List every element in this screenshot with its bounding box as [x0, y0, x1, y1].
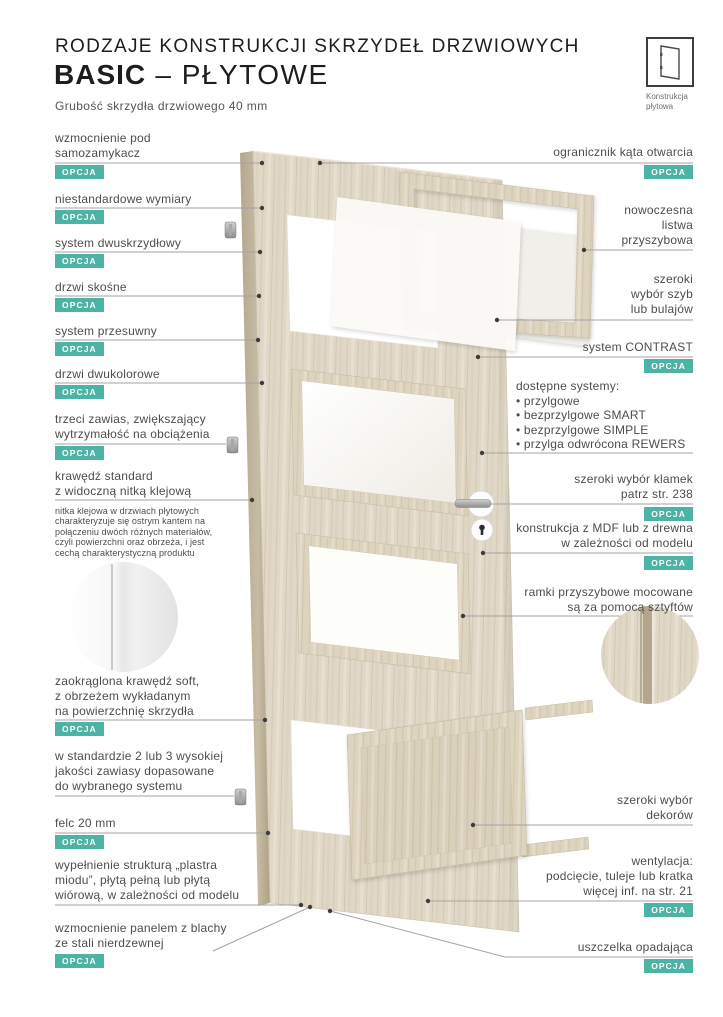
label-wentylacja: wentylacja: podcięcie, tuleje lub kratka więcej inf. na str. 21 — [545, 854, 693, 898]
flush-door-icon — [648, 39, 692, 85]
detail-photo-bead-joint — [601, 606, 699, 704]
window-framed — [296, 533, 471, 674]
opcja-badge: OPCJA — [55, 954, 104, 968]
opcja-badge: OPCJA — [55, 210, 104, 224]
label-ogranicznik-kata: ogranicznik kąta otwarcia — [553, 145, 693, 159]
label-drzwi-dwukolorowe: drzwi dwukolorowe — [55, 367, 160, 381]
opcja-badge: OPCJA — [55, 342, 104, 356]
opcja-badge: OPCJA — [55, 722, 104, 736]
glazing-bead-top — [525, 700, 593, 720]
series-suffix: – PŁYTOWE — [155, 59, 329, 90]
opcja-badge: OPCJA — [55, 165, 104, 179]
page-title: RODZAJE KONSTRUKCJI SKRZYDEŁ DRZWIOWYCH — [55, 36, 580, 57]
label-wzmocnienie-samozamykacz: wzmocnienie pod samozamykacz — [55, 131, 151, 160]
hinge-middle — [227, 437, 238, 453]
label-krawedz-standard: krawędź standard z widoczną nitką klejową — [55, 469, 192, 498]
label-drzwi-skosne: drzwi skośne — [55, 280, 127, 294]
hinge-bottom — [235, 789, 246, 805]
label-system-przesuwny: system przesuwny — [55, 324, 157, 338]
hinge-top — [225, 222, 236, 238]
glass-pane-front — [331, 197, 521, 351]
opcja-badge: OPCJA — [55, 385, 104, 399]
opcja-badge: OPCJA — [644, 165, 693, 179]
label-wybor-dekorow: szeroki wybór dekorów — [617, 793, 693, 822]
label-system-contrast: system CONTRAST — [582, 340, 693, 354]
opcja-badge: OPCJA — [644, 556, 693, 570]
opcja-badge: OPCJA — [55, 298, 104, 312]
label-listwa-przyszybowa: nowoczesna listwa przyszybowa — [621, 203, 693, 247]
label-wzmocnienie-panelem: wzmocnienie panelem z blachy ze stali nierdzewnej — [55, 921, 227, 950]
label-zaokraglona-krawedz-soft: zaokrąglona krawędź soft, z obrzeżem wykładanym na powierzchnię skrzydła — [55, 674, 200, 718]
label-niestandardowe-wymiary: niestandardowe wymiary — [55, 192, 192, 206]
opcja-badge: OPCJA — [55, 446, 104, 460]
label-konstrukcja-mdf: konstrukcja z MDF lub z drewna w zależności od modelu — [516, 521, 693, 550]
construction-type-icon-box — [646, 37, 694, 87]
glue-line-note: nitka klejowa w drzwiach płytowych charakteryzuje się ostrym kantem na połączeniu dwóch różnych materiałów, czyli powierzchni oraz obrzeża, i jest cechą charakterystyczną produktu — [55, 506, 213, 558]
window-glazed — [291, 369, 468, 516]
label-wybor-szyb: szeroki wybór szyb lub bulajów — [630, 272, 693, 316]
legend-caption: Konstrukcja płytowa — [646, 92, 688, 111]
label-zawiasy-standard: w standardzie 2 lub 3 wysokiej jakości zawiasy dopasowane do wybranego systemu — [55, 749, 224, 793]
label-trzeci-zawias: trzeci zawias, zwiększający wytrzymałość na obciążenia — [55, 412, 210, 441]
opcja-badge: OPCJA — [644, 359, 693, 373]
label-dostepne-systemy: dostępne systemy: • przylgowe • bezprzylgowe SMART • bezprzylgowe SIMPLE • przylga odwrócona REWERS — [516, 379, 686, 451]
series-title — [54, 59, 329, 91]
opcja-badge: OPCJA — [644, 959, 693, 973]
keyhole — [471, 519, 493, 541]
detail-photo-edge — [68, 562, 178, 672]
label-wybor-klamek: szeroki wybór klamek patrz str. 238 — [574, 472, 693, 501]
opcja-badge: OPCJA — [644, 903, 693, 917]
label-wypelnienie: wypełnienie strukturą „plastra miodu”, płytą pełną lub płytą wiórową, w zależności od modelu — [55, 858, 240, 902]
page-subtitle: Grubość skrzydła drzwiowego 40 mm — [55, 99, 268, 113]
label-ramki-przyszybowe: ramki przyszybowe mocowane są za pomocą sztyftów — [524, 585, 693, 614]
series-name: BASIC — [54, 59, 147, 90]
label-system-dwuskrzydlowy: system dwuskrzydłowy — [55, 236, 182, 250]
opcja-badge: OPCJA — [644, 507, 693, 521]
label-uszczelka-opadajaca: uszczelka opadająca — [577, 940, 693, 954]
label-felc: felc 20 mm — [55, 816, 116, 830]
opcja-badge: OPCJA — [55, 254, 104, 268]
opcja-badge: OPCJA — [55, 835, 104, 849]
bottom-panel — [361, 727, 513, 864]
